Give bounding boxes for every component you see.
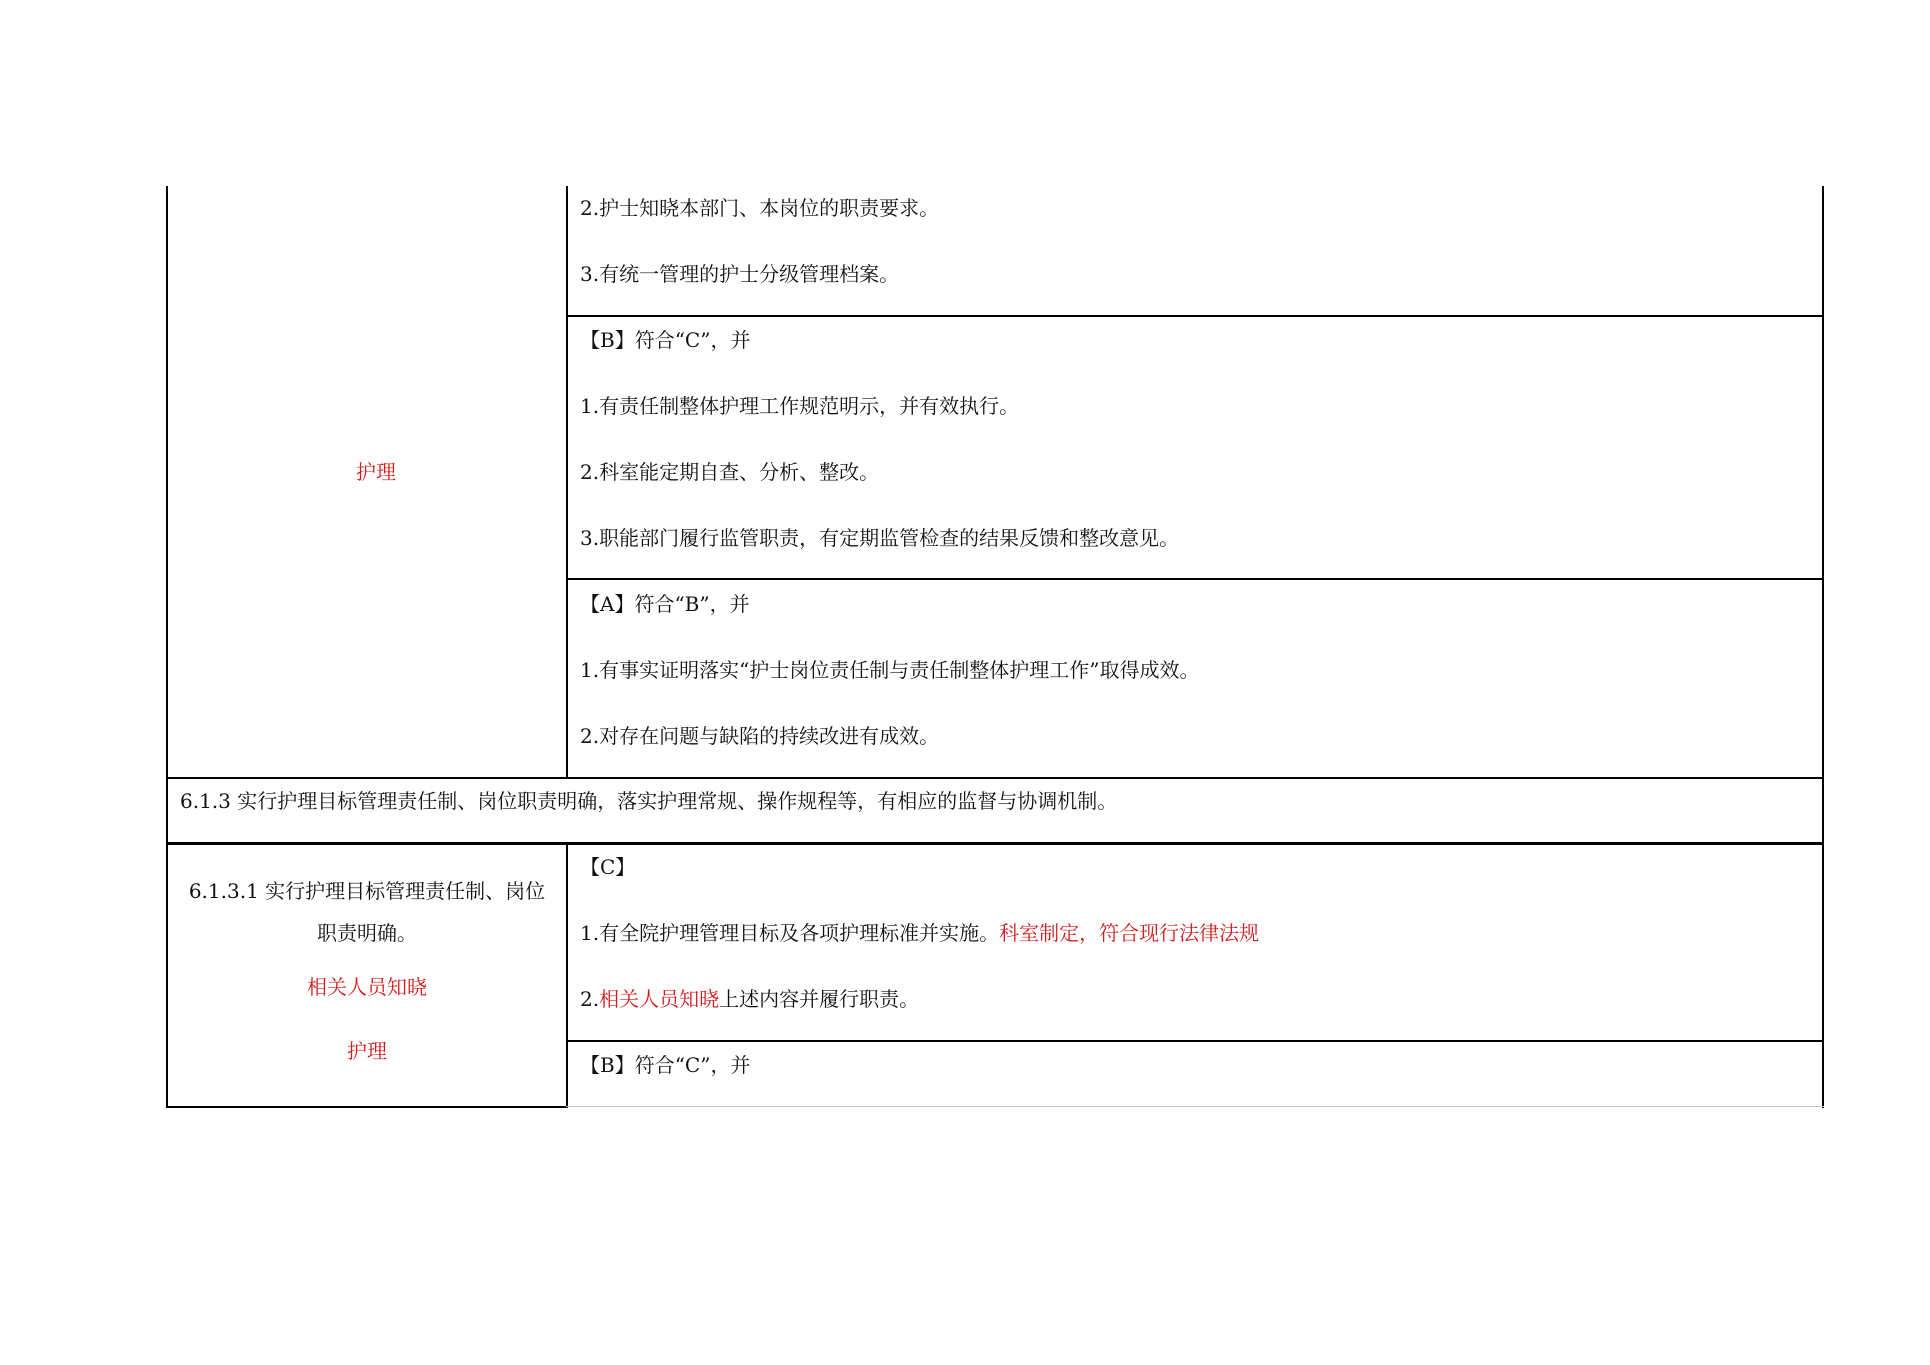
table-border-right <box>1822 186 1824 1108</box>
c-item-2-prefix: 2. <box>580 987 600 1011</box>
standard-title-line1: 6.1.3.1 实行护理目标管理责任制、岗位 <box>188 879 546 903</box>
c-grade-header-lower: 【C】 <box>580 855 636 879</box>
c-item-1-lower <box>580 921 1259 945</box>
a-item-1: 1.有事实证明落实“护士岗位责任制与责任制整体护理工作”取得成效。 <box>580 658 1200 682</box>
table-column-divider-upper <box>566 186 568 779</box>
table-border-left-upper <box>166 186 168 779</box>
table-column-divider-lower <box>566 843 568 1108</box>
clause-border-left <box>166 777 168 845</box>
b-grade-header-lower: 【B】符合“C”，并 <box>580 1053 751 1077</box>
row-divider-below-clause <box>166 842 1824 845</box>
clause-6-1-3: 6.1.3 实行护理目标管理责任制、岗位职责明确，落实护理常规、操作规程等，有相应的监督与协调机制。 <box>180 789 1118 813</box>
left-note-nursing: 护理 <box>347 1039 387 1063</box>
row-divider-above-clause <box>166 777 1824 779</box>
c-item-2-lower <box>580 987 919 1011</box>
c-item-3: 3.有统一管理的护士分级管理档案。 <box>580 262 900 286</box>
b-item-2: 2.科室能定期自查、分析、整改。 <box>580 460 880 484</box>
row-divider-b-a <box>566 578 1824 580</box>
c-item-2-annotation: 相关人员知晓 <box>599 987 720 1011</box>
b-item-1: 1.有责任制整体护理工作规范明示，并有效执行。 <box>580 394 1020 418</box>
table-border-bottom-right <box>566 1106 1824 1107</box>
b-grade-header: 【B】符合“C”，并 <box>580 328 751 352</box>
c-item-2: 2.护士知晓本部门、本岗位的职责要求。 <box>580 196 940 220</box>
row-divider-c-b <box>566 315 1824 317</box>
c-item-2-suffix: 上述内容并履行职责。 <box>719 987 920 1011</box>
left-cell-label-nursing: 护理 <box>356 460 396 484</box>
c-item-1-annotation: 科室制定，符合现行法律法规 <box>999 921 1260 945</box>
left-note-relevant-staff-aware: 相关人员知晓 <box>307 975 427 999</box>
a-item-2: 2.对存在问题与缺陷的持续改进有成效。 <box>580 724 940 748</box>
a-grade-header: 【A】符合“B”，并 <box>580 592 750 616</box>
table-border-bottom-left <box>166 1106 568 1108</box>
c-item-1-text: 1.有全院护理管理目标及各项护理标准并实施。 <box>580 921 1000 945</box>
standard-6-1-3-1-title <box>168 870 566 954</box>
row-divider-c-b-lower <box>566 1040 1824 1042</box>
standard-title-line2: 职责明确。 <box>317 921 417 945</box>
b-item-3: 3.职能部门履行监管职责，有定期监管检查的结果反馈和整改意见。 <box>580 526 1180 550</box>
